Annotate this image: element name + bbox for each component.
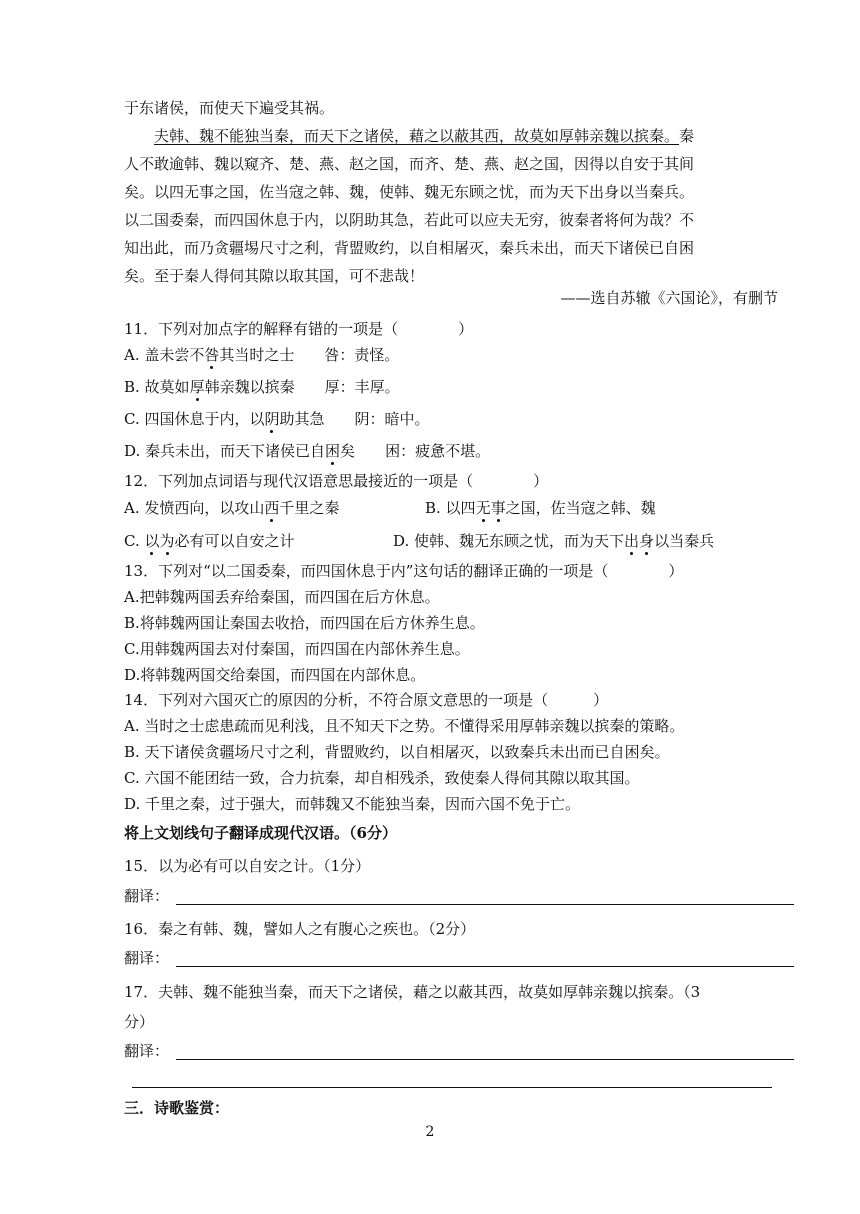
q11-option-d (124, 440, 490, 462)
passage-para2-line-3: 矣。以四无事之国，佐当寇之韩、魏，使韩、魏无东顾之忧，而为天下出身以当秦兵。 (124, 183, 695, 201)
q11-b-dotted: 厚 (189, 378, 205, 396)
section-3-heading: 三．诗歌鉴赏： (124, 1099, 230, 1117)
passage-para2-line-5: 知出此，而乃贪疆埸尺寸之利，背盟败约，以自相屠灭，秦兵未出，而天下诸侯已自困 (124, 239, 695, 257)
q12-d-dotted-2: 身 (639, 532, 655, 550)
q13-option-a: A.把韩魏两国丢弃给秦国，而四国在后方休息。 (124, 588, 440, 606)
q11-option-a (124, 344, 399, 366)
q16-answer-line[interactable] (176, 966, 794, 967)
q11-b-post: 韩亲魏以摈秦 (204, 378, 295, 396)
q15-answer-line[interactable] (176, 904, 794, 905)
underlined-sentence: 夫韩、魏不能独当秦，而天下之诸侯，藉之以蔽其西，故莫如厚韩亲魏以摈秦。 (154, 127, 680, 145)
q11-d-post: 矣 (340, 442, 356, 460)
q13-option-c: C.用韩魏两国去对付秦国，而四国在内部休养生息。 (124, 640, 470, 658)
q15-stem: 15．以为必有可以自安之计。（1分） (124, 857, 371, 875)
q12-d-dotted-1: 出 (624, 532, 640, 550)
q12-c-post: 必有可以自安之计 (174, 532, 295, 550)
q11-d-gloss: 困：疲惫不堪。 (385, 442, 491, 460)
passage-para2-line-2: 人不敢逾韩、魏以窥齐、楚、燕、赵之国，而齐、楚、燕、赵之国，因得以自安于其间 (124, 155, 695, 173)
q12-a-post: 千里之秦 (279, 499, 340, 517)
q11-stem: 11．下列对加点字的解释有错的一项是（ ） (124, 320, 474, 338)
q17-answer-line[interactable] (176, 1059, 794, 1060)
q12-c-pre: C. (124, 532, 145, 550)
q15-answer-row (124, 885, 169, 907)
q11-a-post: 其当时之士 (219, 346, 295, 364)
q11-c-gloss: 阴：暗中。 (354, 410, 430, 428)
q13-option-d: D.将韩魏两国交给秦国，而四国在内部休息。 (124, 666, 426, 684)
q12-b-pre: B. 以四 (425, 499, 476, 517)
q12-option-d (393, 530, 714, 552)
q15-answer-label: 翻译： (124, 887, 170, 905)
q14-option-d: D. 千里之秦，过于强大，而韩魏又不能独当秦，因而六国不免于亡。 (124, 795, 581, 813)
q12-option-a (124, 497, 339, 519)
passage-para2-line-4: 以二国委秦，而四国休息于内，以阴助其急，若此可以应夫无穷，彼秦者将何为哉？不 (124, 211, 695, 229)
q11-a-gloss: 咎：责怪。 (324, 346, 400, 364)
passage-line-1: 于东诸侯，而使天下遍受其祸。 (124, 99, 335, 117)
q11-option-b (124, 376, 400, 398)
q11-c-dotted: 阴 (264, 410, 280, 428)
q12-b-dotted-1: 无 (475, 499, 491, 517)
passage-para2-line-1-rest: 秦 (679, 127, 695, 145)
q12-d-pre: D. 使韩、魏无东顾之忧，而为天下 (393, 532, 625, 550)
q17-answer-row (124, 1040, 169, 1062)
q16-stem: 16．秦之有韩、魏，譬如人之有腹心之疾也。（2分） (124, 920, 476, 938)
q12-option-b (425, 497, 656, 519)
passage-source: ——选自苏辙《六国论》，有删节 (560, 289, 778, 307)
q11-a-pre: A. 盖未尝不 (124, 346, 205, 364)
q14-option-c: C. 六国不能团结一致，合力抗秦，却自相残杀，致使秦人得伺其隙以取其国。 (124, 769, 640, 787)
passage-para2-line-6: 矣。至于秦人得伺其隙以取其国，可不悲哉！ (124, 267, 425, 285)
q11-b-pre: B. 故莫如 (124, 378, 190, 396)
q12-b-dotted-2: 事 (490, 499, 506, 517)
q17-answer-label: 翻译： (124, 1042, 170, 1060)
q13-option-b: B.将韩魏两国让秦国去收拾，而四国在后方休养生息。 (124, 614, 485, 632)
q17-answer-line-2[interactable] (132, 1087, 772, 1088)
q17-stem-line-2: 分） (124, 1013, 155, 1031)
q12-b-post: 之国，佐当寇之韩、魏 (505, 499, 656, 517)
q14-stem: 14．下列对六国灭亡的原因的分析，不符合原文意思的一项是（ ） (124, 691, 609, 709)
q11-d-pre: D. 秦兵未出，而天下诸侯已自 (124, 442, 326, 460)
q17-stem-line-1: 17．夫韩、魏不能独当秦，而天下之诸侯，藉之以蔽其西，故莫如厚韩亲魏以摈秦。（3 (124, 983, 701, 1001)
q11-option-c (124, 408, 430, 430)
q14-option-b: B. 天下诸侯贪疆场尺寸之利，背盟败约，以自相屠灭，以致秦兵未出而已自困矣。 (124, 743, 670, 761)
q16-answer-row (124, 947, 169, 969)
q12-stem: 12．下列加点词语与现代汉语意思最接近的一项是（ ） (124, 472, 549, 490)
passage-para2-line-1 (154, 125, 694, 147)
q11-b-gloss: 厚：丰厚。 (324, 378, 400, 396)
translate-heading: 将上文划线句子翻译成现代汉语。（6分） (124, 824, 397, 842)
page-number: 2 (425, 1124, 435, 1140)
q12-c-dotted-1: 以 (144, 532, 160, 550)
q12-option-c (124, 530, 295, 552)
q12-c-dotted-2: 为 (159, 532, 175, 550)
q12-d-post: 以当秦兵 (654, 532, 715, 550)
q13-stem: 13．下列对“以二国委秦，而四国休息于内”这句话的翻译正确的一项是（ ） (124, 562, 684, 580)
q11-d-dotted: 困 (325, 442, 341, 460)
q11-c-pre: C. 四国休息于内，以 (124, 410, 265, 428)
q11-c-post: 助其急 (279, 410, 325, 428)
q16-answer-label: 翻译： (124, 949, 170, 967)
q14-option-a: A. 当时之士虑患疏而见利浅，且不知天下之势。不懂得采用厚韩亲魏以摈秦的策略。 (124, 717, 685, 735)
q12-a-pre: A. 发愤西向，以攻山 (124, 499, 265, 517)
q12-a-dotted: 西 (264, 499, 280, 517)
q11-a-dotted: 咎 (204, 346, 220, 364)
